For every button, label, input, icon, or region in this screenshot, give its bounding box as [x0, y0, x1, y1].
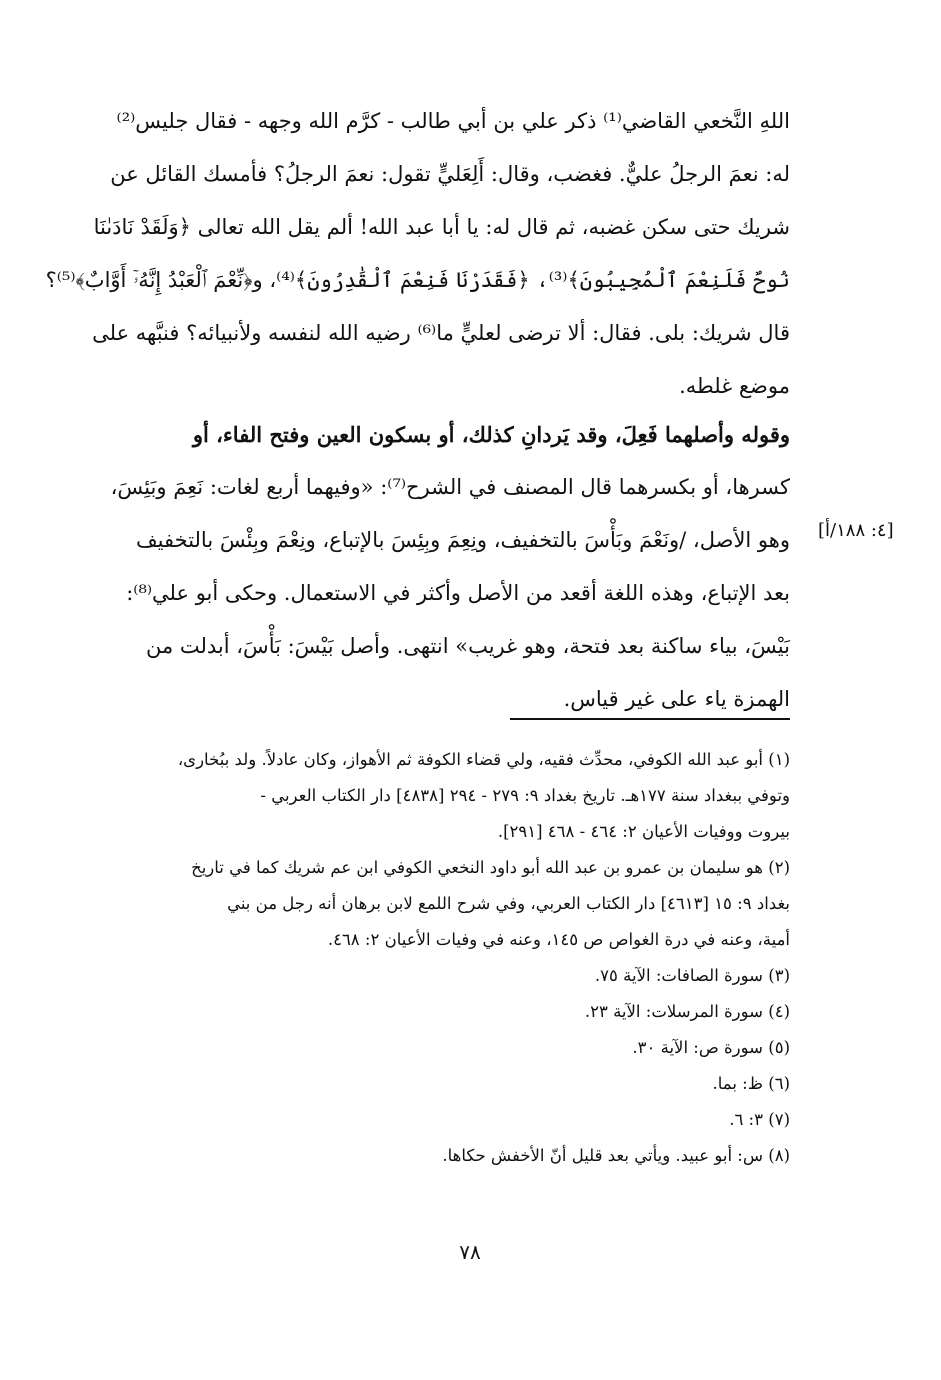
footnote-line: بيروت ووفيات الأعيان ٢: ٤٦٤ - ٤٦٨ [٢٩١].	[497, 822, 790, 841]
paragraph-2-line: كسرها، أو بكسرهما قال المصنف في الشرح⁽⁷⁾: «وفيهما أربع لغات: نَعِمَ وبَئِسَ،	[110, 475, 790, 499]
footnote-line: (٥) سورة ص: الآية ٣٠.	[632, 1038, 790, 1057]
footnote-line: وتوفي ببغداد سنة ١٧٧هـ. تاريخ بغداد ٩: ٢٧٩ - ٢٩٤ [٤٨٣٨] دار الكتاب العربي -	[260, 786, 790, 805]
manuscript-folio-reference: [٤: ١٨٨/أ]	[818, 520, 894, 541]
paragraph-1-line: موضع غلطه.	[679, 374, 790, 398]
paragraph-1-line: نُوحٌ فَلَنِعْمَ ٱلْمُجِيبُونَ﴾⁽³⁾، ﴿فَقَدَرْنَا فَنِعْمَ ٱلْقَٰدِرُونَ﴾⁽⁴⁾، و﴿نِّعْمَ ٱلْعَبْدُ إِنَّهُۥٓ أَوَّابٌ﴾⁽⁵⁾؟	[45, 268, 790, 292]
paragraph-1-line: له: نعمَ الرجلُ عليٌّ. فغضب، وقال: أَلِعَليٍّ تقول: نعمَ الرجلُ؟ فأمسك القائل عن	[110, 162, 790, 186]
paragraph-2-line: الهمزة ياء على غير قياس.	[563, 687, 790, 711]
footnote-line: (٤) سورة المرسلات: الآية ٢٣.	[584, 1002, 790, 1021]
footnotes	[100, 742, 790, 1174]
paragraph-1-line: اللهِ النَّخعي القاضي⁽¹⁾ ذكر علي بن أبي طالب - كرَّم الله وجهه - فقال جليس⁽²⁾	[116, 109, 790, 133]
footnote-line: أمية، وعنه في درة الغواص ص ١٤٥، وعنه في وفيات الأعيان ٢: ٤٦٨.	[327, 930, 790, 949]
paragraph-2-line: بَيْسَ، بياء ساكنة بعد فتحة، وهو غريب» انتهى. وأصل بَيْسَ: بَأْسَ، أبدلت من	[145, 634, 790, 658]
paragraph-1-line: شريك حتى سكن غضبه، ثم قال له: يا أبا عبد الله! ألم يقل الله تعالى ﴿وَلَقَدْ نَادَىٰنَا	[93, 215, 790, 239]
paragraph-1-line: قال شريك: بلى. فقال: ألا ترضى لعليٍّ ما⁽⁶⁾ رضيه الله لنفسه ولأنبيائه؟ فنبَّهه على	[92, 321, 790, 345]
footnote-line: (٣) سورة الصافات: الآية ٧٥.	[594, 966, 790, 985]
paragraph-2	[100, 408, 790, 726]
footnote-line: (٨) س: أبو عبيد. ويأتي بعد قليل أنّ الأخفش حكاها.	[442, 1146, 790, 1165]
footnote-separator	[510, 718, 790, 720]
paragraph-1	[45, 95, 790, 413]
footnote-line: (٦) ظ: بما.	[712, 1074, 790, 1093]
footnote-line: (٧) ٣: ٦.	[729, 1110, 790, 1129]
footnote-line: (٢) هو سليمان بن عمرو بن عبد الله أبو داود النخعي الكوفي ابن عم شريك كما في تاريخ	[191, 858, 790, 877]
paragraph-2-line: بعد الإتباع، وهذه اللغة أقعد من الأصل وأكثر في الاستعمال. وحكى أبو علي⁽⁸⁾:	[126, 581, 790, 605]
page-number: ٧٨	[459, 1240, 481, 1264]
paragraph-2-line: وهو الأصل، /ونَعْمَ وبَأْسَ بالتخفيف، ونِعِمَ وبِئِسَ بالإتباع، ونِعْمَ وبِئْسَ بالتخفيف	[135, 528, 790, 552]
paragraph-2-lead-line: وقوله وأصلهما فَعِلَ، وقد يَردانِ كذلك، أو بسكون العين وفتح الفاء، أو	[192, 422, 790, 447]
footnote-line: (١) أبو عبد الله الكوفي، محدِّث فقيه، ولي قضاء الكوفة ثم الأهواز، وكان عادلاً. ولد ببُخارى،	[177, 750, 790, 769]
footnote-line: بغداد ٩: ١٥ [٤٦١٣] دار الكتاب العربي، وفي شرح اللمع لابن برهان أنه رجل من بني	[227, 894, 790, 913]
